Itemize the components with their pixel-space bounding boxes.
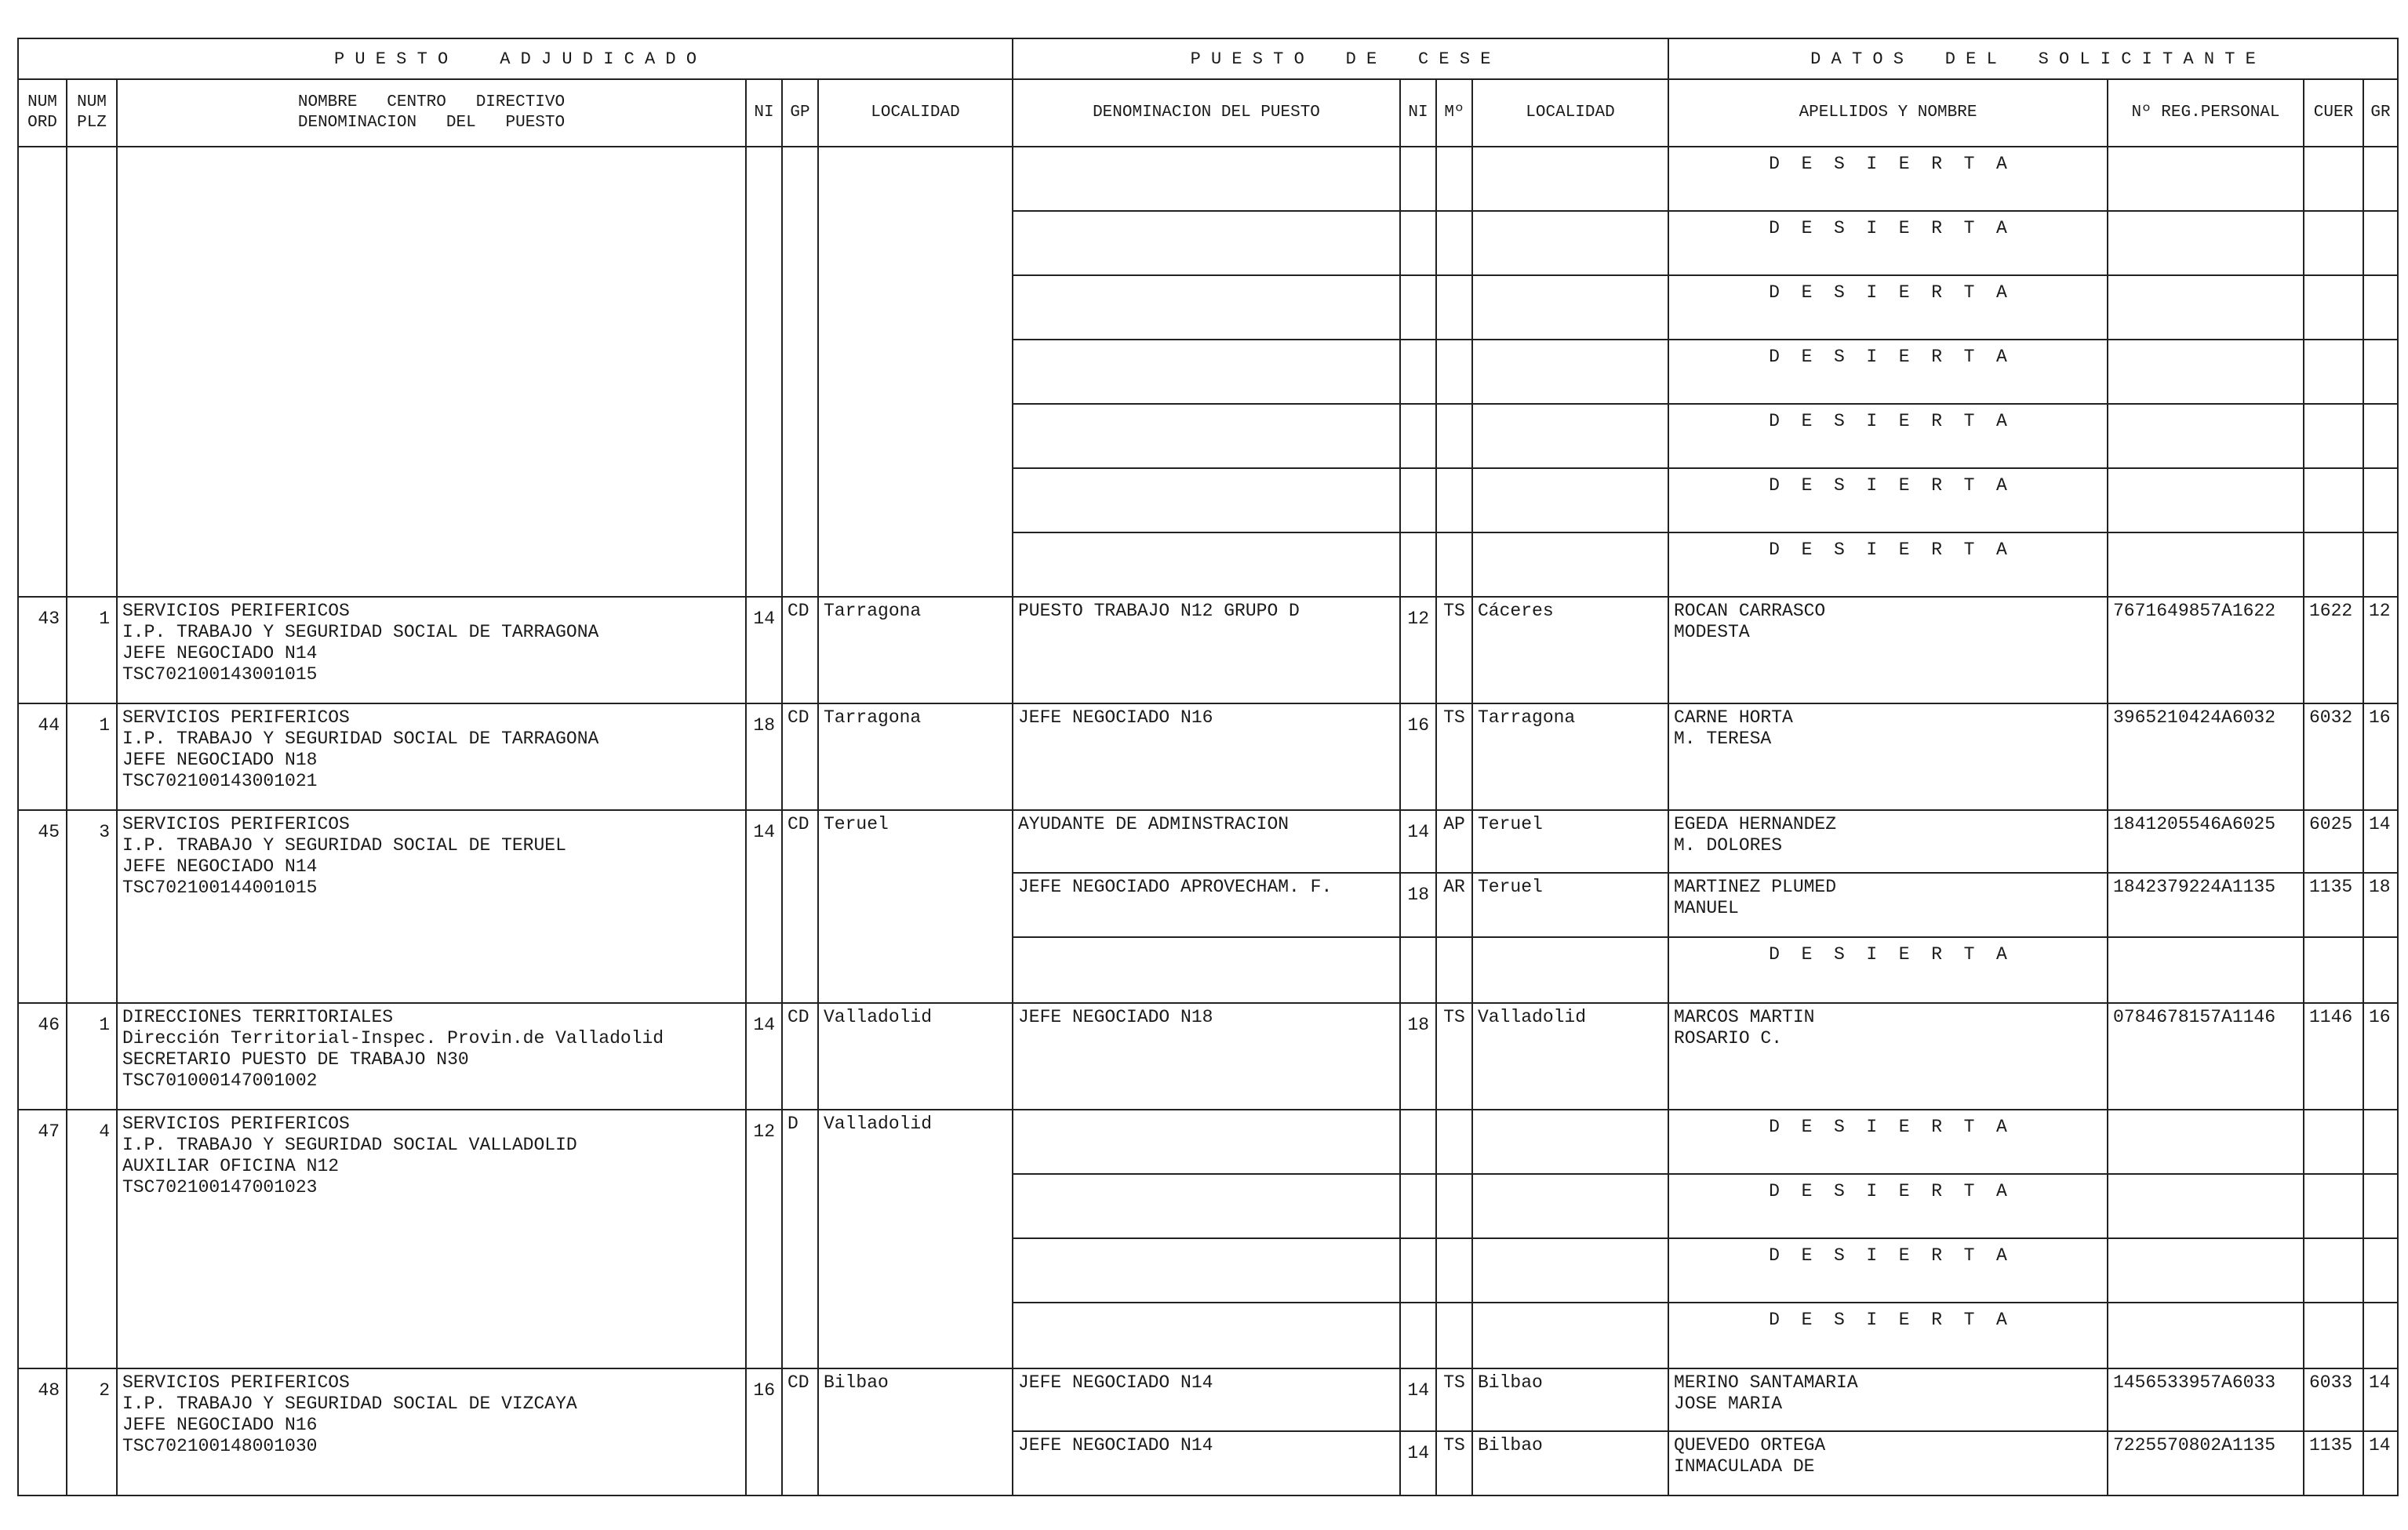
- cese-ni: [1400, 1110, 1436, 1174]
- entry-gp: D: [782, 1110, 818, 1368]
- table-row: [18, 810, 2398, 873]
- col-cuer: CUER: [2304, 79, 2363, 147]
- entry-ni: 14: [746, 597, 782, 703]
- table-body: [18, 147, 2398, 1495]
- entry-gp: CD: [782, 1003, 818, 1110]
- cese-localidad: Valladolid: [1472, 1003, 1668, 1110]
- cese-denominacion: [1013, 275, 1400, 340]
- cese-ni: [1400, 404, 1436, 468]
- desierta-label: D E S I E R T A: [1668, 147, 2108, 211]
- table-row: [18, 597, 2398, 703]
- cese-m: TS: [1436, 1003, 1472, 1110]
- cese-ni: [1400, 1238, 1436, 1303]
- entry-plz: 4: [67, 1110, 117, 1368]
- col-num-plz: NUM PLZ: [67, 79, 117, 147]
- cese-denominacion: [1013, 340, 1400, 404]
- cese-localidad: Cáceres: [1472, 597, 1668, 703]
- cese-localidad: [1472, 1303, 1668, 1368]
- entry-plz: 1: [67, 703, 117, 810]
- entry-centro: DIRECCIONES TERRITORIALES Dirección Territorial-Inspec. Provin.de Valladolid SECRETARIO PUESTO DE TRABAJO N30 TSC701000147001002: [117, 1003, 746, 1110]
- entry-ord: 46: [18, 1003, 67, 1110]
- table-row: [18, 1003, 2398, 1110]
- solicitante-nombre: EGEDA HERNANDEZ M. DOLORES: [1668, 810, 2108, 873]
- entry-plz: 1: [67, 1003, 117, 1110]
- solicitante-reg: [2108, 468, 2304, 532]
- cese-localidad: [1472, 340, 1668, 404]
- solicitante-nombre: MARTINEZ PLUMED MANUEL: [1668, 873, 2108, 937]
- cese-localidad: [1472, 211, 1668, 275]
- entry-localidad: [818, 147, 1013, 597]
- entry-ord: [18, 147, 67, 597]
- entry-localidad: Bilbao: [818, 1368, 1013, 1495]
- cese-localidad: [1472, 404, 1668, 468]
- cese-localidad: [1472, 275, 1668, 340]
- solicitante-reg: [2108, 147, 2304, 211]
- solicitante-gr: [2363, 211, 2398, 275]
- solicitante-cuer: [2304, 211, 2363, 275]
- desierta-label: D E S I E R T A: [1668, 1110, 2108, 1174]
- cese-denominacion: [1013, 937, 1400, 1003]
- col-localidad: LOCALIDAD: [818, 79, 1013, 147]
- col-ni-cese: NI: [1400, 79, 1436, 147]
- col-m: Mº: [1436, 79, 1472, 147]
- solicitante-cuer: [2304, 468, 2363, 532]
- cese-localidad: [1472, 532, 1668, 597]
- solicitante-reg: [2108, 532, 2304, 597]
- entry-centro: SERVICIOS PERIFERICOS I.P. TRABAJO Y SEGURIDAD SOCIAL DE VIZCAYA JEFE NEGOCIADO N16 TSC702100148001030: [117, 1368, 746, 1495]
- cese-denominacion: JEFE NEGOCIADO N16: [1013, 703, 1400, 810]
- solicitante-gr: 14: [2363, 1368, 2398, 1431]
- entry-ni: 12: [746, 1110, 782, 1368]
- desierta-label: D E S I E R T A: [1668, 468, 2108, 532]
- solicitante-gr: [2363, 340, 2398, 404]
- cese-denominacion: [1013, 1174, 1400, 1238]
- entry-centro: SERVICIOS PERIFERICOS I.P. TRABAJO Y SEGURIDAD SOCIAL DE TERUEL JEFE NEGOCIADO N14 TSC702100144001015: [117, 810, 746, 1003]
- cese-denominacion: [1013, 147, 1400, 211]
- solicitante-gr: [2363, 532, 2398, 597]
- entry-localidad: Valladolid: [818, 1003, 1013, 1110]
- solicitante-nombre: ROCAN CARRASCO MODESTA: [1668, 597, 2108, 703]
- solicitante-reg: [2108, 275, 2304, 340]
- cese-ni: [1400, 1174, 1436, 1238]
- solicitante-gr: [2363, 1174, 2398, 1238]
- entry-ord: 44: [18, 703, 67, 810]
- cese-m: AP: [1436, 810, 1472, 873]
- solicitante-gr: 14: [2363, 1431, 2398, 1495]
- solicitante-cuer: [2304, 147, 2363, 211]
- solicitante-cuer: 6025: [2304, 810, 2363, 873]
- solicitante-gr: [2363, 468, 2398, 532]
- table-row: [18, 1110, 2398, 1174]
- entry-localidad: Tarragona: [818, 703, 1013, 810]
- cese-ni: [1400, 937, 1436, 1003]
- cese-localidad: [1472, 147, 1668, 211]
- cese-localidad: Tarragona: [1472, 703, 1668, 810]
- cese-ni: [1400, 275, 1436, 340]
- cese-m: [1436, 937, 1472, 1003]
- solicitante-cuer: [2304, 532, 2363, 597]
- entry-gp: CD: [782, 810, 818, 1003]
- solicitante-reg: [2108, 1110, 2304, 1174]
- cese-ni: [1400, 211, 1436, 275]
- col-localidad-cese: LOCALIDAD: [1472, 79, 1668, 147]
- group-header-puesto-de-cese: P U E S T O D E C E S E: [1013, 38, 1668, 79]
- col-ni: NI: [746, 79, 782, 147]
- solicitante-cuer: [2304, 937, 2363, 1003]
- solicitante-reg: 3965210424A6032: [2108, 703, 2304, 810]
- cese-m: [1436, 404, 1472, 468]
- solicitante-gr: 14: [2363, 810, 2398, 873]
- solicitante-reg: [2108, 937, 2304, 1003]
- entry-ord: 48: [18, 1368, 67, 1495]
- cese-localidad: [1472, 468, 1668, 532]
- cese-denominacion: JEFE NEGOCIADO N18: [1013, 1003, 1400, 1110]
- cese-ni: 16: [1400, 703, 1436, 810]
- solicitante-nombre: MERINO SANTAMARIA JOSE MARIA: [1668, 1368, 2108, 1431]
- entry-ni: 16: [746, 1368, 782, 1495]
- cese-ni: [1400, 147, 1436, 211]
- desierta-label: D E S I E R T A: [1668, 404, 2108, 468]
- cese-localidad: Bilbao: [1472, 1431, 1668, 1495]
- cese-m: [1436, 211, 1472, 275]
- cese-m: [1436, 468, 1472, 532]
- solicitante-cuer: [2304, 404, 2363, 468]
- cese-denominacion: [1013, 1238, 1400, 1303]
- cese-denominacion: [1013, 468, 1400, 532]
- cese-denominacion: [1013, 1303, 1400, 1368]
- cese-localidad: [1472, 1110, 1668, 1174]
- desierta-label: D E S I E R T A: [1668, 1303, 2108, 1368]
- cese-m: [1436, 1238, 1472, 1303]
- entry-centro: [117, 147, 746, 597]
- cese-m: [1436, 1174, 1472, 1238]
- entry-gp: CD: [782, 1368, 818, 1495]
- entry-plz: [67, 147, 117, 597]
- entry-centro: SERVICIOS PERIFERICOS I.P. TRABAJO Y SEGURIDAD SOCIAL DE TARRAGONA JEFE NEGOCIADO N14 TSC702100143001015: [117, 597, 746, 703]
- entry-centro: SERVICIOS PERIFERICOS I.P. TRABAJO Y SEGURIDAD SOCIAL DE TARRAGONA JEFE NEGOCIADO N18 TSC702100143001021: [117, 703, 746, 810]
- solicitante-gr: 12: [2363, 597, 2398, 703]
- solicitante-cuer: 1135: [2304, 1431, 2363, 1495]
- solicitante-reg: [2108, 211, 2304, 275]
- cese-ni: 14: [1400, 1368, 1436, 1431]
- entry-localidad: Tarragona: [818, 597, 1013, 703]
- cese-denominacion: AYUDANTE DE ADMINSTRACION: [1013, 810, 1400, 873]
- solicitante-nombre: MARCOS MARTIN ROSARIO C.: [1668, 1003, 2108, 1110]
- col-centro-directivo: NOMBRE CENTRO DIRECTIVO DENOMINACION DEL PUESTO: [117, 79, 746, 147]
- solicitante-gr: 16: [2363, 703, 2398, 810]
- entry-localidad: Teruel: [818, 810, 1013, 1003]
- cese-localidad: [1472, 937, 1668, 1003]
- cese-m: TS: [1436, 703, 1472, 810]
- cese-m: TS: [1436, 1431, 1472, 1495]
- cese-denominacion: [1013, 532, 1400, 597]
- desierta-label: D E S I E R T A: [1668, 211, 2108, 275]
- desierta-label: D E S I E R T A: [1668, 340, 2108, 404]
- cese-denominacion: [1013, 404, 1400, 468]
- solicitante-cuer: 6033: [2304, 1368, 2363, 1431]
- cese-localidad: [1472, 1174, 1668, 1238]
- solicitante-reg: [2108, 1303, 2304, 1368]
- solicitante-gr: [2363, 275, 2398, 340]
- solicitante-cuer: [2304, 1303, 2363, 1368]
- solicitante-reg: [2108, 1174, 2304, 1238]
- cese-ni: 14: [1400, 810, 1436, 873]
- cese-denominacion: PUESTO TRABAJO N12 GRUPO D: [1013, 597, 1400, 703]
- cese-m: [1436, 1110, 1472, 1174]
- entry-gp: CD: [782, 597, 818, 703]
- solicitante-cuer: [2304, 275, 2363, 340]
- cese-m: [1436, 532, 1472, 597]
- adjudicaciones-table: [17, 38, 2399, 1496]
- solicitante-gr: 16: [2363, 1003, 2398, 1110]
- cese-denominacion: [1013, 211, 1400, 275]
- entry-ni: 14: [746, 1003, 782, 1110]
- cese-ni: 12: [1400, 597, 1436, 703]
- col-denominacion-puesto: DENOMINACION DEL PUESTO: [1013, 79, 1400, 147]
- cese-ni: [1400, 532, 1436, 597]
- entry-ni: [746, 147, 782, 597]
- entry-gp: [782, 147, 818, 597]
- solicitante-cuer: [2304, 340, 2363, 404]
- entry-ni: 18: [746, 703, 782, 810]
- solicitante-cuer: [2304, 1110, 2363, 1174]
- entry-ni: 14: [746, 810, 782, 1003]
- solicitante-gr: [2363, 1303, 2398, 1368]
- solicitante-reg: [2108, 1238, 2304, 1303]
- entry-centro: SERVICIOS PERIFERICOS I.P. TRABAJO Y SEGURIDAD SOCIAL VALLADOLID AUXILIAR OFICINA N12 TSC702100147001023: [117, 1110, 746, 1368]
- col-num-ord: NUM ORD: [18, 79, 67, 147]
- solicitante-cuer: [2304, 1238, 2363, 1303]
- solicitante-nombre: CARNE HORTA M. TERESA: [1668, 703, 2108, 810]
- entry-ord: 47: [18, 1110, 67, 1368]
- solicitante-gr: [2363, 1110, 2398, 1174]
- cese-m: TS: [1436, 1368, 1472, 1431]
- entry-localidad: Valladolid: [818, 1110, 1013, 1368]
- solicitante-reg: 1842379224A1135: [2108, 873, 2304, 937]
- solicitante-reg: [2108, 404, 2304, 468]
- table-row: [18, 703, 2398, 810]
- solicitante-reg: [2108, 340, 2304, 404]
- desierta-label: D E S I E R T A: [1668, 275, 2108, 340]
- col-gr: GR: [2363, 79, 2398, 147]
- entry-plz: 3: [67, 810, 117, 1003]
- cese-localidad: Teruel: [1472, 873, 1668, 937]
- table-row: [18, 1368, 2398, 1431]
- col-reg-personal: Nº REG.PERSONAL: [2108, 79, 2304, 147]
- cese-m: [1436, 340, 1472, 404]
- entry-plz: 1: [67, 597, 117, 703]
- cese-ni: 18: [1400, 1003, 1436, 1110]
- cese-localidad: Bilbao: [1472, 1368, 1668, 1431]
- solicitante-reg: 7671649857A1622: [2108, 597, 2304, 703]
- cese-denominacion: JEFE NEGOCIADO N14: [1013, 1431, 1400, 1495]
- solicitante-cuer: 1146: [2304, 1003, 2363, 1110]
- desierta-label: D E S I E R T A: [1668, 1238, 2108, 1303]
- cese-denominacion: JEFE NEGOCIADO N14: [1013, 1368, 1400, 1431]
- entry-ord: 43: [18, 597, 67, 703]
- cese-m: [1436, 1303, 1472, 1368]
- col-apellidos-nombre: APELLIDOS Y NOMBRE: [1668, 79, 2108, 147]
- entry-plz: 2: [67, 1368, 117, 1495]
- desierta-label: D E S I E R T A: [1668, 937, 2108, 1003]
- table-row: [18, 147, 2398, 211]
- entry-ord: 45: [18, 810, 67, 1003]
- cese-ni: [1400, 468, 1436, 532]
- solicitante-cuer: 6032: [2304, 703, 2363, 810]
- solicitante-cuer: 1622: [2304, 597, 2363, 703]
- solicitante-gr: [2363, 1238, 2398, 1303]
- solicitante-nombre: QUEVEDO ORTEGA INMACULADA DE: [1668, 1431, 2108, 1495]
- desierta-label: D E S I E R T A: [1668, 1174, 2108, 1238]
- desierta-label: D E S I E R T A: [1668, 532, 2108, 597]
- solicitante-cuer: 1135: [2304, 873, 2363, 937]
- cese-ni: 14: [1400, 1431, 1436, 1495]
- solicitante-reg: 1456533957A6033: [2108, 1368, 2304, 1431]
- cese-localidad: Teruel: [1472, 810, 1668, 873]
- solicitante-cuer: [2304, 1174, 2363, 1238]
- cese-m: [1436, 275, 1472, 340]
- cese-m: [1436, 147, 1472, 211]
- solicitante-gr: [2363, 937, 2398, 1003]
- solicitante-gr: [2363, 147, 2398, 211]
- entry-gp: CD: [782, 703, 818, 810]
- cese-denominacion: [1013, 1110, 1400, 1174]
- cese-denominacion: JEFE NEGOCIADO APROVECHAM. F.: [1013, 873, 1400, 937]
- cese-m: AR: [1436, 873, 1472, 937]
- solicitante-gr: [2363, 404, 2398, 468]
- solicitante-reg: 0784678157A1146: [2108, 1003, 2304, 1110]
- solicitante-reg: 7225570802A1135: [2108, 1431, 2304, 1495]
- cese-ni: 18: [1400, 873, 1436, 937]
- col-gp: GP: [782, 79, 818, 147]
- cese-ni: [1400, 1303, 1436, 1368]
- group-header-datos-solicitante: D A T O S D E L S O L I C I T A N T E: [1668, 38, 2398, 79]
- cese-m: TS: [1436, 597, 1472, 703]
- cese-ni: [1400, 340, 1436, 404]
- group-header-puesto-adjudicado: P U E S T O A D J U D I C A D O: [18, 38, 1013, 79]
- solicitante-reg: 1841205546A6025: [2108, 810, 2304, 873]
- cese-localidad: [1472, 1238, 1668, 1303]
- solicitante-gr: 18: [2363, 873, 2398, 937]
